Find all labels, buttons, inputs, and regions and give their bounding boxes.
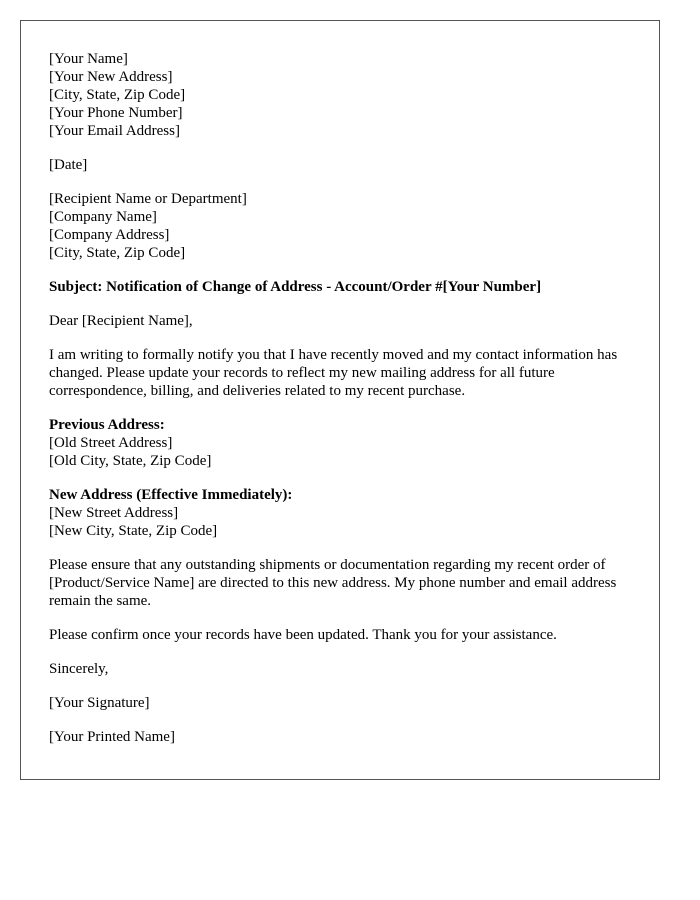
date-block bbox=[49, 156, 631, 174]
previous-address-heading: Previous Address: bbox=[49, 417, 165, 433]
recipient-block bbox=[49, 190, 631, 262]
new-address-street: [New Street Address] bbox=[49, 505, 179, 521]
body-intro-paragraph: I am writing to formally notify you that I have recently moved and my contact information has changed. Please update your records to reflect my new mailing address for all future correspondence, billing, and deliveries related to my recent purchase. bbox=[49, 347, 618, 399]
sender-address: [Your New Address] bbox=[49, 69, 173, 85]
previous-address-block bbox=[49, 416, 631, 470]
sender-city-state-zip: [City, State, Zip Code] bbox=[49, 87, 186, 103]
recipient-company: [Company Name] bbox=[49, 209, 157, 225]
sender-email: [Your Email Address] bbox=[49, 123, 180, 139]
recipient-name: [Recipient Name or Department] bbox=[49, 191, 247, 207]
new-address-heading: New Address (Effective Immediately): bbox=[49, 487, 293, 503]
new-address-city-state-zip: [New City, State, Zip Code] bbox=[49, 523, 218, 539]
signature-placeholder: [Your Signature] bbox=[49, 695, 150, 711]
letter-date: [Date] bbox=[49, 157, 88, 173]
closing: Sincerely, bbox=[49, 661, 109, 677]
recipient-city-state-zip: [City, State, Zip Code] bbox=[49, 245, 186, 261]
salutation: Dear [Recipient Name], bbox=[49, 313, 193, 329]
body-shipments-paragraph: Please ensure that any outstanding shipments or documentation regarding my recent order of [Product/Service Name] are directed to this new address. My phone number and email address remain the same. bbox=[49, 557, 617, 609]
recipient-address: [Company Address] bbox=[49, 227, 170, 243]
sender-name: [Your Name] bbox=[49, 51, 128, 67]
sender-phone: [Your Phone Number] bbox=[49, 105, 183, 121]
subject-line: Subject: Notification of Change of Address - Account/Order #[Your Number] bbox=[49, 279, 542, 295]
printed-name: [Your Printed Name] bbox=[49, 729, 175, 745]
previous-address-city-state-zip: [Old City, State, Zip Code] bbox=[49, 453, 212, 469]
previous-address-street: [Old Street Address] bbox=[49, 435, 173, 451]
sender-block bbox=[49, 50, 631, 140]
letter-page bbox=[20, 20, 660, 780]
body-confirm-paragraph: Please confirm once your records have been updated. Thank you for your assistance. bbox=[49, 627, 557, 643]
new-address-block bbox=[49, 486, 631, 540]
